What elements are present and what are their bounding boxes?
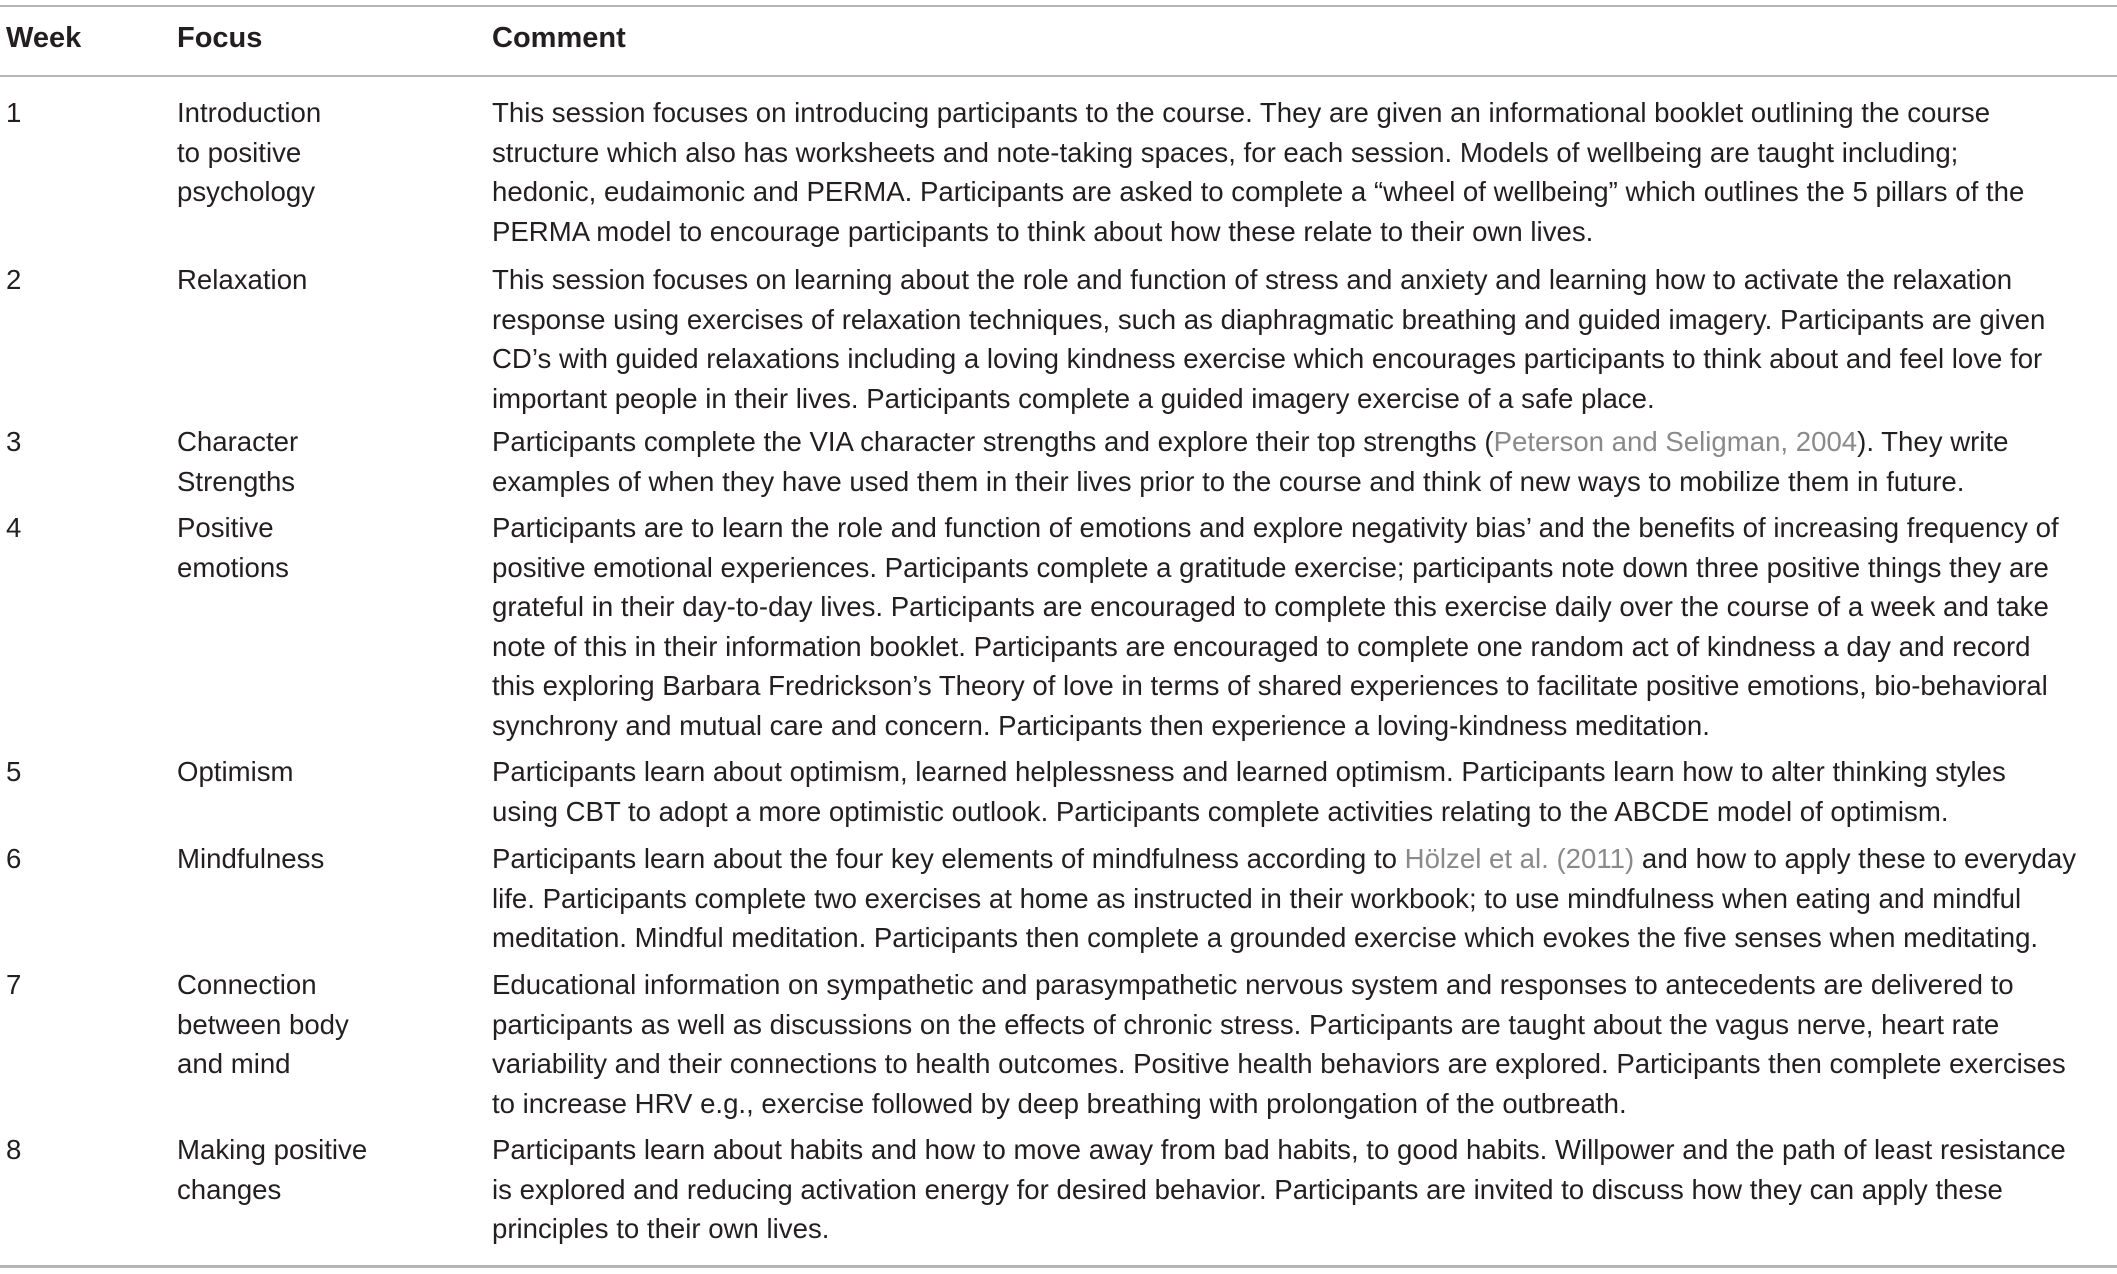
focus-line: psychology [177,176,316,208]
comment-cell [492,965,2117,1123]
comment-cell [492,260,2117,418]
comment-line: Participants learn about habits and how to move away from bad habits, to good habits. Willpower and the path of least resistance [492,1134,2066,1165]
comment-line [492,839,2117,879]
comment-line: examples of when they have used them in their lives prior to the course and think of new ways to mobilize them in future. [492,465,1965,497]
focus-line: Introduction [177,97,322,128]
focus-cell [177,93,467,212]
focus-line: between body [177,1008,349,1040]
comment-line: Educational information on sympathetic and parasympathetic nervous system and responses to antecedents are delivered to [492,969,2014,1000]
citation-link[interactable]: Hölzel et al. (2011) [1404,843,1635,874]
week-cell: 6 [6,843,22,874]
citation-link[interactable]: Peterson and Seligman, 2004 [1493,426,1858,457]
week-cell: 8 [6,1134,22,1165]
focus-cell [177,422,467,501]
comment-text: ). They write [1857,426,2009,457]
header-week: Week [6,22,82,54]
focus-line: Relaxation [177,264,308,295]
comment-line: synchrony and mutual care and concern. Participants then experience a loving-kindness meditation. [492,709,1710,741]
comment-line: meditation. Mindful meditation. Participants then complete a grounded exercise which evokes the five senses when meditating. [492,922,2039,954]
focus-cell [177,839,467,879]
week-cell: 1 [6,97,22,128]
focus-line: Optimism [177,756,294,787]
focus-line: Connection [177,969,317,1000]
comment-cell [492,93,2117,251]
comment-cell [492,508,2117,746]
comment-line: This session focuses on learning about the role and function of stress and anxiety and learning how to activate the relaxation [492,264,2013,295]
comment-line: variability and their connections to health outcomes. Positive health behaviors are explored. Participants then complete exercises [492,1048,2066,1080]
comment-text: and how to apply these to everyday [1634,843,2076,874]
comment-line: is explored and reducing activation energy for desired behavior. Participants are invited to discuss how they can apply these [492,1173,2003,1205]
focus-cell [177,752,467,792]
comment-text: Participants complete the VIA character strengths and explore their top strengths ( [492,426,1494,457]
comment-line: PERMA model to encourage participants to think about how these relate to their own lives. [492,215,1594,247]
comment-line: response using exercises of relaxation techniques, such as diaphragmatic breathing and guided imagery. Participants are given [492,303,2046,335]
week-cell: 5 [6,756,22,787]
week-cell: 3 [6,426,22,457]
comment-cell [492,752,2117,831]
focus-line: Mindfulness [177,843,325,874]
comment-line: Participants are to learn the role and function of emotions and explore negativity bias’ and the benefits of increasing frequency of [492,512,2059,543]
focus-cell [177,965,467,1084]
comment-line: note of this in their information booklet. Participants are encouraged to complete one random act of kindness a day and record [492,630,2031,662]
comment-line: principles to their own lives. [492,1213,830,1245]
table-header-rule [0,75,2117,77]
header-comment: Comment [492,22,626,54]
comment-line: life. Participants complete two exercises at home as instructed in their workbook; to use mindfulness when eating and mindful [492,882,2022,914]
comment-line: structure which also has worksheets and note-taking spaces, for each session. Models of wellbeing are taught including; [492,136,1959,168]
comment-line: CD’s with guided relaxations including a loving kindness exercise which encourages participants to think about and feel love for [492,343,2043,375]
comment-line: using CBT to adopt a more optimistic outlook. Participants complete activities relating to the ABCDE model of optimism. [492,795,1949,827]
comment-line [492,422,2117,462]
comment-line: participants as well as discussions on the effects of chronic stress. Participants are taught about the vagus nerve, heart rate [492,1008,2000,1040]
focus-cell [177,508,467,587]
focus-line: Making positive [177,1134,368,1165]
comment-text: Participants learn about the four key elements of mindfulness according to [492,843,1405,874]
focus-line: changes [177,1173,282,1205]
focus-line: to positive [177,136,302,168]
focus-line: Strengths [177,465,296,497]
comment-line: grateful in their day-to-day lives. Participants are encouraged to complete this exercise daily over the course of a week and take [492,591,2049,623]
comment-line: to increase HRV e.g., exercise followed by deep breathing with prolongation of the outbreath. [492,1087,1627,1119]
comment-line: hedonic, eudaimonic and PERMA. Participants are asked to complete a “wheel of wellbeing” which outlines the 5 pillars of the [492,176,2025,208]
focus-line: and mind [177,1048,291,1080]
comment-line: this exploring Barbara Fredrickson’s Theory of love in terms of shared experiences to facilitate positive emotions, bio-behavioral [492,670,2048,702]
comment-line: positive emotional experiences. Participants complete a gratitude exercise; participants note down three positive things they are [492,551,2049,583]
comment-line: Participants learn about optimism, learned helplessness and learned optimism. Participants learn how to alter thinking styles [492,756,2006,787]
comment-cell [492,422,2117,501]
week-cell: 7 [6,969,22,1000]
focus-line: Character [177,426,299,457]
table-header-row [0,22,2117,62]
focus-cell [177,260,467,300]
comment-line: important people in their lives. Participants complete a guided imagery exercise of a safe place. [492,382,1655,414]
table-top-rule [0,5,2117,7]
focus-line: emotions [177,551,289,583]
focus-cell [177,1130,467,1209]
week-cell: 4 [6,512,22,543]
comment-cell [492,839,2117,958]
header-focus: Focus [177,22,263,54]
comment-cell [492,1130,2117,1249]
focus-line: Positive [177,512,274,543]
week-cell: 2 [6,264,22,295]
table-bottom-rule [0,1265,2117,1268]
comment-line: This session focuses on introducing participants to the course. They are given an informational booklet outlining the course [492,97,1991,128]
